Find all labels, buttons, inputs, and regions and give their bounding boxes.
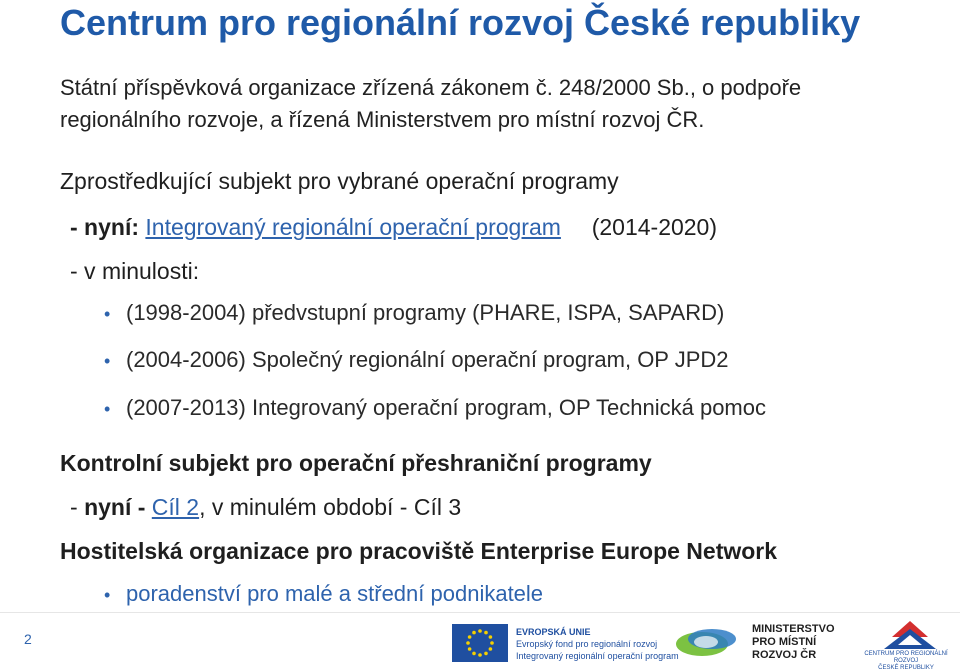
past-item-3: • (2007-2013) Integrovaný operační program, OP Technická pomoc	[104, 395, 766, 420]
bullet-icon: •	[104, 399, 111, 419]
eu-text: EVROPSKÁ UNIE Evropský fond pro regionální rozvoj Integrovaný regionální operační program	[516, 627, 679, 661]
intro-paragraph: Státní příspěvková organizace zřízená zákonem č. 248/2000 Sb., o podpoře regionálního rozvoje, a řízená Ministerstvem pro místní rozvoj ČR.	[60, 75, 802, 132]
past-item-1: • (1998-2004) předvstupní programy (PHARE, ISPA, SAPARD)	[104, 300, 725, 325]
section1-heading: Zprostředkující subjekt pro vybrané operační programy	[60, 168, 619, 194]
een-item: • poradenství pro malé a střední podnikatele	[104, 581, 544, 606]
eu-flag-icon	[452, 624, 508, 662]
past-item-2: • (2004-2006) Společný regionální operační program, OP JPD2	[104, 347, 729, 372]
crr-logo-icon	[878, 619, 942, 651]
bullet-icon: •	[104, 304, 111, 324]
bullet-icon: •	[104, 351, 111, 371]
cil2-link[interactable]: Cíl 2	[151, 494, 200, 520]
section2-line: - nyní - Cíl 2, v minulém období - Cíl 3	[70, 494, 462, 520]
mmr-logo-icon	[672, 622, 744, 662]
past-label: - v minulosti:	[70, 258, 200, 284]
footer-bar	[0, 612, 960, 671]
mmr-text: MINISTERSTVO PRO MÍSTNÍ ROZVOJ ČR	[752, 623, 835, 661]
page-title: Centrum pro regionální rozvoj České republiky	[60, 2, 861, 43]
page-number: 2	[24, 631, 32, 647]
now-label: nyní -	[84, 494, 146, 520]
section3-heading: Hostitelská organizace pro pracoviště Enterprise Europe Network	[60, 538, 778, 564]
section2-heading: Kontrolní subjekt pro operační přeshraniční programy	[60, 450, 652, 476]
bullet-icon: •	[104, 585, 111, 605]
irop-link[interactable]: Integrovaný regionální operační program	[145, 214, 561, 240]
now-prefix: - nyní:	[70, 214, 139, 240]
crr-text: CENTRUM PRO REGIONÁLNÍ ROZVOJ ČESKÉ REPUBLIKY	[864, 651, 948, 671]
section1-now-line	[70, 214, 717, 241]
now-years: (2014-2020)	[591, 214, 718, 240]
